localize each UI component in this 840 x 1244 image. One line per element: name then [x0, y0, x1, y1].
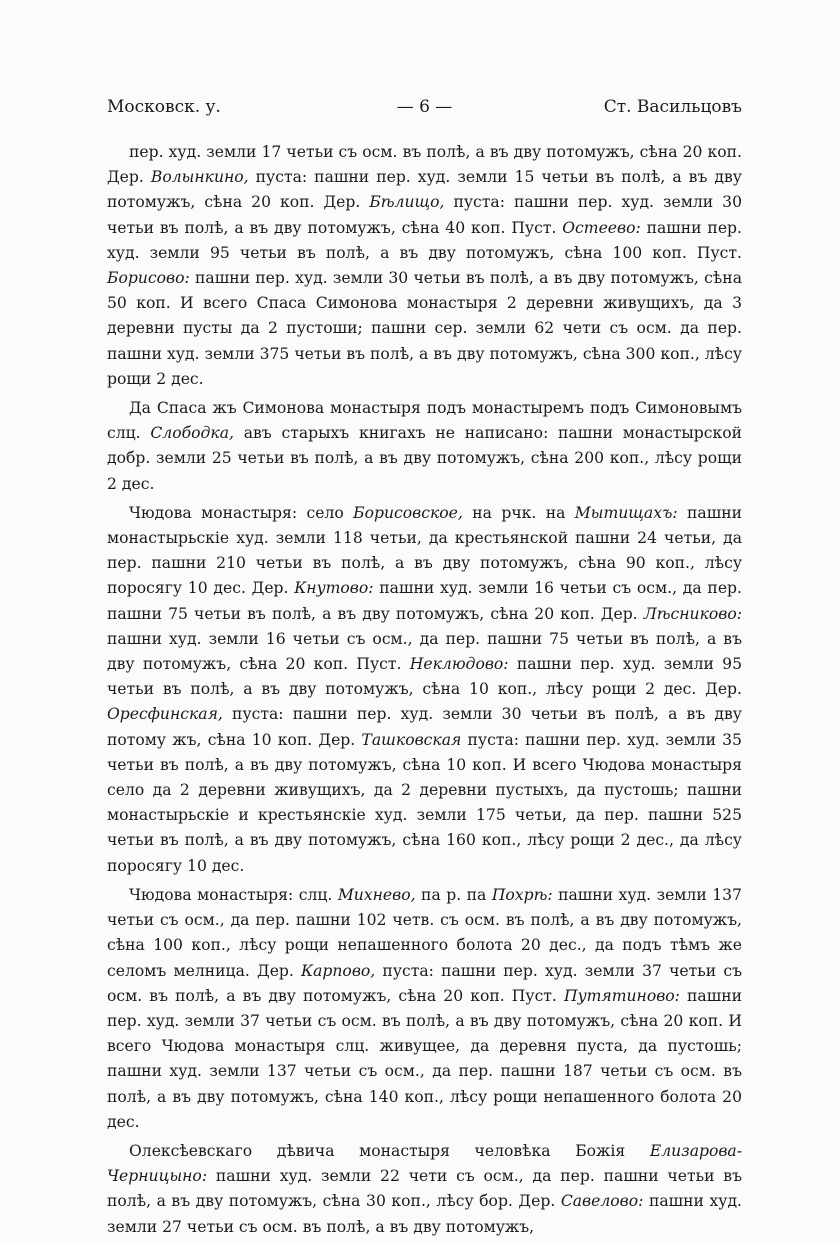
place-name: Михнево,	[337, 885, 416, 904]
text-run: пуста: пашни пер. худ. земли 30 четьи въ полѣ, а въ дву потому жъ, сѣна 10 коп. Дер.	[107, 705, 742, 749]
place-name: Остеево:	[562, 218, 641, 237]
text-run: пашни худ. земли 22 чети съ осм., да пер. пашни четьи въ полѣ, а въ дву потомужъ, сѣна 30 коп., лѣсу бор. Дер.	[107, 1167, 742, 1211]
text-run: Чюдова монастыря: село	[129, 503, 354, 522]
paragraph-3	[107, 501, 742, 879]
text-run: пашни пер. худ. земли 95 четьи въ полѣ, а въ дву потомужъ, сѣна 100 коп. Пуст.	[107, 218, 742, 262]
paragraph-2	[107, 396, 742, 497]
text-run: Да Спаса жъ Симонова монастыря подъ монастыремъ подъ Симоновымъ слц.	[107, 399, 742, 443]
place-name: Слободка,	[150, 424, 234, 443]
text-run: пуста: пашни пер. худ. земли 30 четьи въ полѣ, а въ дву потомужъ, сѣна 40 коп. Пуст.	[107, 193, 742, 237]
place-name: Елизарова-Черницыно:	[107, 1141, 742, 1186]
place-name: Оресфинская,	[107, 705, 223, 724]
page-header	[107, 97, 742, 123]
text-run: пашни худ. земли 137 четьи съ осм., да пер. пашни 102 четв. съ осм. въ полѣ, а въ дву потомужъ, сѣна 100 коп., лѣсу рощи непашенного болота 20 дес., да подъ тѣмъ же селомъ мелница. Дер.	[107, 885, 742, 980]
document-body	[107, 140, 742, 1244]
place-name: Волынкино,	[150, 168, 249, 187]
place-name: Мытищахъ:	[574, 503, 678, 522]
paragraph-1	[107, 140, 742, 392]
text-run: пуста: пашни пер. худ. земли 15 четьи въ полѣ, а въ дву потомужъ, сѣна 20 коп. Дер.	[107, 168, 742, 212]
place-name: Кнутово:	[294, 579, 374, 598]
place-name: Путятиново:	[563, 986, 680, 1005]
text-run: пашни худ. земли 27 четьи съ осм. въ полѣ, а въ дву потомужъ,	[107, 1192, 742, 1236]
place-name: Савелово:	[560, 1192, 644, 1211]
text-run: пашни монастырьскіе худ. земли 118 четьи, да крестьянской пашни 24 четьи, да пер. пашни 210 четьи въ полѣ, а въ дву потомужъ, сѣна 90 коп., лѣсу поросягу 10 дес. Дер.	[107, 503, 743, 598]
place-name: Борисовское,	[353, 503, 463, 522]
paragraph-4	[107, 883, 742, 1135]
header-region: Московск. у.	[107, 97, 221, 117]
text-run: пуста: пашни пер. худ. земли 35 четьи въ полѣ, а въ дву потомужъ, сѣна 10 коп. И всего Чюдова монастыря село да 2 деревни живущихъ, да 2 деревни пустыхъ, да пустошь; пашни монастырьскіе и крестьянскіе худ. земли 175 четьи, да пер. пашни 525 четьи въ полѣ, а въ дву потомужъ, сѣна 160 коп., лѣсу рощи 2 дес., да лѣсу поросягу 10 дес.	[107, 730, 742, 875]
header-author: Ст. Васильцовъ	[603, 97, 742, 117]
place-name: Ташковская	[361, 730, 462, 749]
text-run: авъ старыхъ книгахъ не написано: пашни монастырской добр. земли 25 четьи въ полѣ, а въ дву потомужъ, сѣна 200 коп., лѣсу рощи 2 дес.	[107, 424, 742, 493]
text-run: па р. па	[415, 885, 492, 904]
text-run: на рчк. на	[462, 503, 575, 522]
place-name: Карпово,	[301, 961, 376, 980]
text-run: Чюдова монастыря: слц.	[129, 885, 338, 904]
place-name: Похрѣ:	[491, 885, 553, 904]
page-number: — 6 —	[396, 97, 453, 117]
place-name: Неклюдово:	[409, 655, 509, 674]
text-run: пуста: пашни пер. худ. земли 37 четьи съ осм. въ полѣ, а въ дву потомужъ, сѣна 20 коп. Пуст.	[107, 961, 742, 1005]
text-run: Олексѣевскаго дѣвича монастыря человѣка Божія	[129, 1141, 650, 1160]
text-run: пер. худ. земли 17 четьи съ осм. въ полѣ, а въ дву потомужъ, сѣна 20 коп. Дер.	[107, 143, 742, 187]
place-name: Бѣлищо,	[369, 193, 445, 212]
paragraph-5	[107, 1139, 742, 1240]
text-run: пашни пер. худ. земли 30 четьи въ полѣ, а въ дву потомужъ, сѣна 50 коп. И всего Спаса Симонова монастыря 2 деревни живущихъ, да 3 деревни пусты да 2 пустоши; пашни сер. земли 62 чети съ осм. да пер. пашни худ. земли 375 четьи въ полѣ, а въ дву потомужъ, сѣна 300 коп., лѣсу рощи 2 дес.	[107, 269, 742, 388]
text-run: пашни худ. земли 16 четьи съ осм., да пер. пашни 75 четьи въ полѣ, а въ дву потомужъ, сѣна 20 коп. Пуст.	[107, 629, 742, 674]
text-run: пашни пер. худ. земли 95 четьи въ полѣ, а въ дву потомужъ, сѣна 10 коп., лѣсу рощи 2 дес. Дер.	[107, 655, 742, 699]
place-name: Лѣсниково:	[643, 604, 742, 623]
text-run: пашни пер. худ. земли 37 четьи съ осм. въ полѣ, а въ дву потомужъ, сѣна 20 коп. И всего Чюдова монастыря слц. живущее, да деревня пуста, да пустошь; пашни худ. земли 137 четьи съ осм., да пер. пашни 187 четьи съ осм. въ полѣ, а въ дву потомужъ, сѣна 140 коп., лѣсу рощи непашенного болота 20 дес.	[107, 986, 742, 1131]
text-run: пашни худ. земли 16 четьи съ осм., да пер. пашни 75 четьи въ полѣ, а въ дву потомужъ, сѣна 20 коп. Дер.	[107, 579, 742, 623]
place-name: Борисово:	[107, 269, 190, 288]
